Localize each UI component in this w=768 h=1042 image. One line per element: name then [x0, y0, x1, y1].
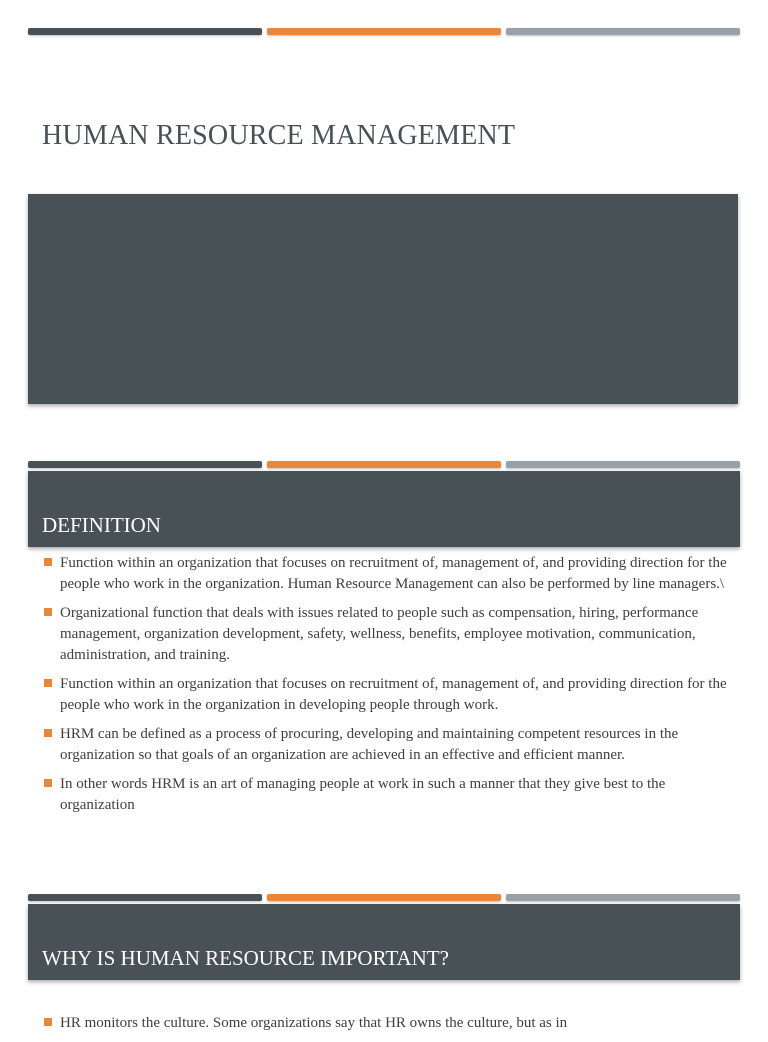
- slide3-accent-stripes: [28, 894, 740, 902]
- bullet-text: Function within an organization that focuses on recruitment of, management of, and providing direction for the people who work in the organization. Human Resource Management can also be performed by line managers.\: [60, 555, 727, 592]
- bullet-square-icon: [44, 1018, 52, 1026]
- accent-stripe-dark: [28, 461, 262, 468]
- list-item: [42, 603, 727, 666]
- accent-stripe-orange: [267, 461, 501, 468]
- accent-stripe-orange: [267, 28, 501, 35]
- accent-stripe-dark: [28, 894, 262, 901]
- bullet-text: HR monitors the culture. Some organizations say that HR owns the culture, but as in: [60, 1015, 568, 1031]
- accent-stripe-gray: [506, 894, 740, 901]
- slide3-title: WHY IS HUMAN RESOURCE IMPORTANT?: [42, 946, 449, 970]
- definition-bullet-list: [42, 553, 727, 824]
- bullet-square-icon: [44, 608, 52, 616]
- slide1-accent-stripes: [28, 28, 740, 36]
- accent-stripe-gray: [506, 461, 740, 468]
- accent-stripe-dark: [28, 28, 262, 35]
- accent-stripe-gray: [506, 28, 740, 35]
- slide2-accent-stripes: [28, 461, 740, 469]
- slide2-title-band: [28, 471, 740, 547]
- bullet-text: Organizational function that deals with issues related to people such as compensation, hiring, performance management, organization development, safety, wellness, benefits, employee motivation, communication, administration, and training.: [60, 605, 699, 663]
- bullet-square-icon: [44, 729, 52, 737]
- list-item: [42, 674, 727, 716]
- bullet-square-icon: [44, 679, 52, 687]
- bullet-text: Function within an organization that focuses on recruitment of, management of, and providing direction for the people who work in the organization in developing people through work.: [60, 676, 727, 713]
- slide2-title: DEFINITION: [42, 513, 161, 537]
- list-item: [42, 724, 727, 766]
- slide1-dark-panel: [28, 194, 738, 404]
- slide1-title: HUMAN RESOURCE MANAGEMENT: [42, 120, 516, 151]
- list-item: [42, 553, 727, 595]
- bullet-text: In other words HRM is an art of managing people at work in such a manner that they give best to the organization: [60, 776, 666, 813]
- accent-stripe-orange: [267, 894, 501, 901]
- bullet-text: HRM can be defined as a process of procuring, developing and maintaining competent resources in the organization so that goals of an organization are achieved in an effective and efficient manner.: [60, 726, 679, 763]
- importance-bullet-list: [42, 1013, 727, 1042]
- bullet-square-icon: [44, 558, 52, 566]
- slide3-title-band: [28, 904, 740, 980]
- bullet-square-icon: [44, 779, 52, 787]
- list-item: [42, 774, 727, 816]
